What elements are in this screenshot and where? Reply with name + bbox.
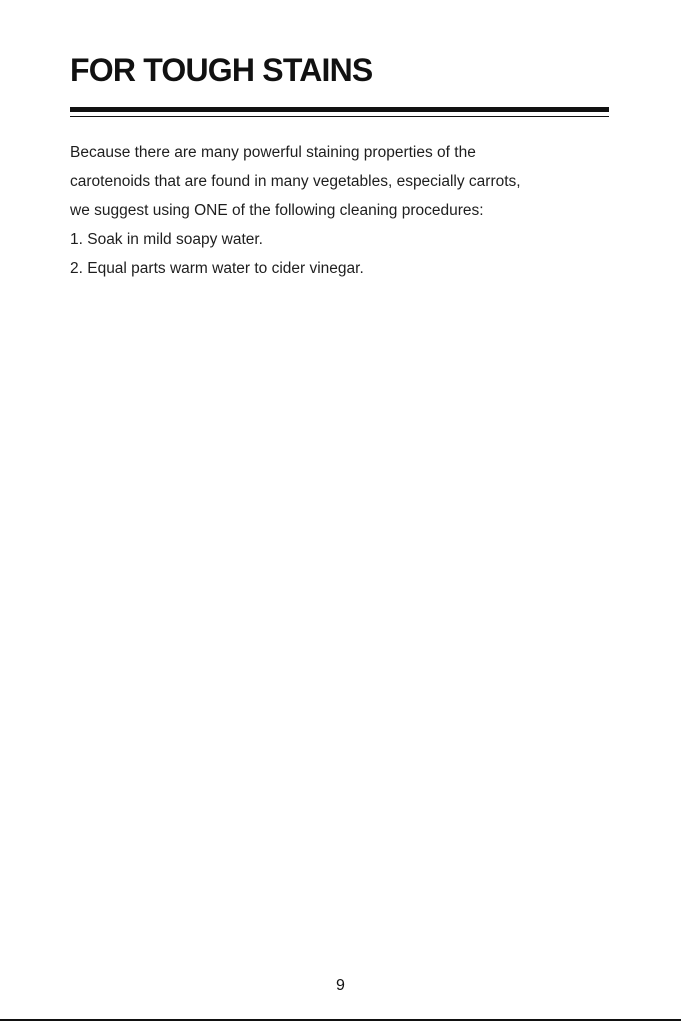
title-rule-thick bbox=[70, 107, 609, 112]
body-text bbox=[70, 138, 615, 283]
paragraph-line: we suggest using ONE of the following cleaning procedures: bbox=[70, 202, 484, 219]
paragraph-line: carotenoids that are found in many vegetables, especially carrots, bbox=[70, 173, 521, 190]
page-number: 9 bbox=[336, 977, 345, 994]
procedure-item: 1. Soak in mild soapy water. bbox=[70, 231, 263, 248]
paragraph-line: Because there are many powerful staining properties of the bbox=[70, 144, 476, 161]
procedure-item: 2. Equal parts warm water to cider vinegar. bbox=[70, 260, 364, 277]
title-rule-thin bbox=[70, 116, 609, 117]
page-title: FOR TOUGH STAINS bbox=[70, 52, 373, 88]
